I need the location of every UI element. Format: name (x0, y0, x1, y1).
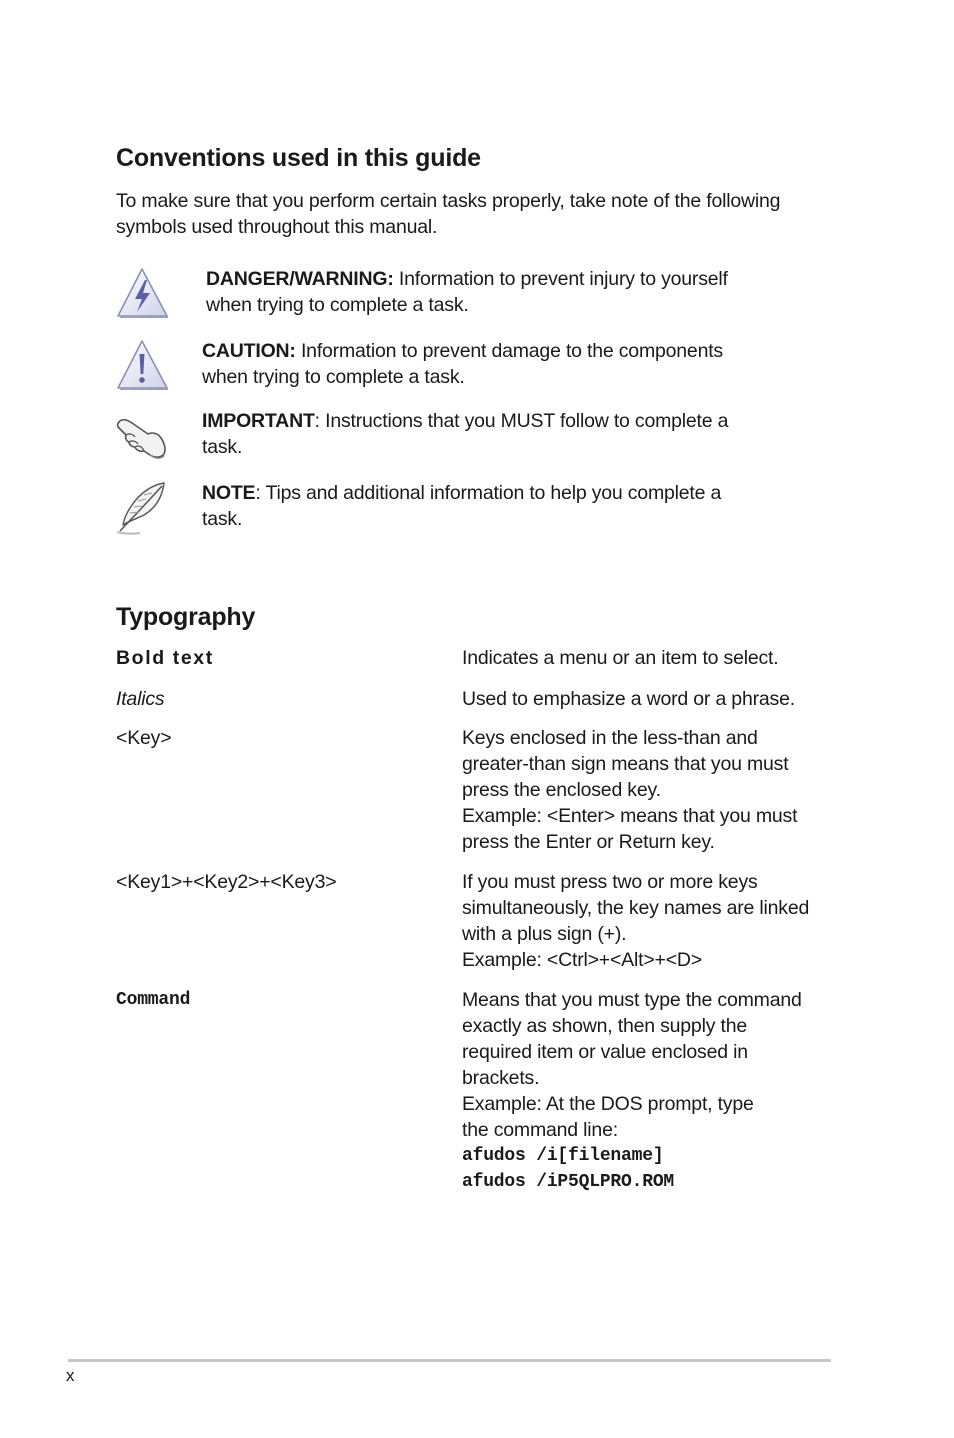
note-danger-warning-line2: when trying to complete a task. (206, 294, 469, 316)
typography-term-key-combo: <Key1>+<Key2>+<Key3> (116, 871, 337, 893)
exclamation-caution-icon (114, 338, 170, 394)
note-note (114, 478, 834, 538)
typography-term-command: Command (116, 990, 191, 1010)
typography-desc-key-combo-line: simultaneously, the key names are linked (462, 897, 810, 919)
typography-desc-command-line: the command line: (462, 1119, 618, 1141)
footer-rule (68, 1359, 831, 1362)
feather-pen-icon (114, 478, 170, 536)
note-danger-warning-line1: Information to prevent injury to yourself (393, 268, 728, 290)
typography-desc-key-combo (462, 869, 832, 973)
note-important-text (202, 408, 728, 460)
note-important-line2: task. (202, 436, 243, 458)
typography-desc-key-line: greater-than sign means that you must (462, 753, 789, 775)
note-caution-text (202, 338, 723, 390)
typography-desc-command (462, 987, 832, 1195)
typography-desc-command-line: required item or value enclosed in (462, 1041, 748, 1063)
note-caution-label: CAUTION: (202, 340, 296, 362)
conventions-intro-line-1: To make sure that you perform certain tasks properly, take note of the following (116, 190, 781, 212)
note-note-line1: : Tips and additional information to help you complete a (255, 482, 722, 504)
typography-term-italics: Italics (116, 688, 165, 710)
typography-desc-command-line: Means that you must type the command (462, 989, 802, 1011)
typography-desc-key (462, 725, 832, 855)
typography-desc-command-line: brackets. (462, 1067, 540, 1089)
page-number: x (66, 1366, 75, 1385)
typography-heading: Typography (116, 603, 256, 631)
typography-term-key: <Key> (116, 727, 172, 749)
note-caution (114, 338, 834, 394)
conventions-intro-line-2: symbols used throughout this manual. (116, 216, 438, 238)
typography-desc-key-line: Example: <Enter> means that you must (462, 805, 798, 827)
pointing-hand-icon (114, 408, 170, 464)
typography-desc-bold (462, 645, 832, 671)
note-important-line1: : Instructions that you MUST follow to complete a (314, 410, 729, 432)
note-caution-line1: Information to prevent damage to the components (295, 340, 723, 362)
typography-desc-italics (462, 686, 832, 712)
command-example-line: afudos /i[filename] (462, 1146, 664, 1166)
typography-desc-key-combo-line: If you must press two or more keys (462, 871, 758, 893)
typography-desc-bold-line: Indicates a menu or an item to select. (462, 647, 779, 669)
typography-desc-key-line: press the enclosed key. (462, 779, 661, 801)
typography-desc-key-combo-line: with a plus sign (+). (462, 923, 627, 945)
typography-desc-command-line: Example: At the DOS prompt, type (462, 1093, 754, 1115)
typography-desc-key-combo-line: Example: <Ctrl>+<Alt>+<D> (462, 949, 702, 971)
note-note-text (202, 480, 721, 532)
typography-desc-command-line: exactly as shown, then supply the (462, 1015, 747, 1037)
typography-desc-key-line: press the Enter or Return key. (462, 831, 715, 853)
note-note-line2: task. (202, 508, 243, 530)
typography-desc-italics-line: Used to emphasize a word or a phrase. (462, 688, 795, 710)
note-danger-warning-label: DANGER/WARNING: (206, 268, 394, 290)
conventions-heading: Conventions used in this guide (116, 144, 481, 172)
typography-desc-key-line: Keys enclosed in the less-than and (462, 727, 758, 749)
note-danger-warning (114, 266, 834, 322)
note-caution-line2: when trying to complete a task. (202, 366, 465, 388)
note-important-label: IMPORTANT (202, 410, 315, 432)
note-important (114, 408, 834, 464)
typography-term-bold: Bold text (116, 647, 214, 669)
note-note-label: NOTE (202, 482, 256, 504)
lightning-warning-icon (114, 266, 170, 322)
command-example-line: afudos /iP5QLPRO.ROM (462, 1172, 675, 1192)
note-danger-warning-text (206, 266, 728, 318)
